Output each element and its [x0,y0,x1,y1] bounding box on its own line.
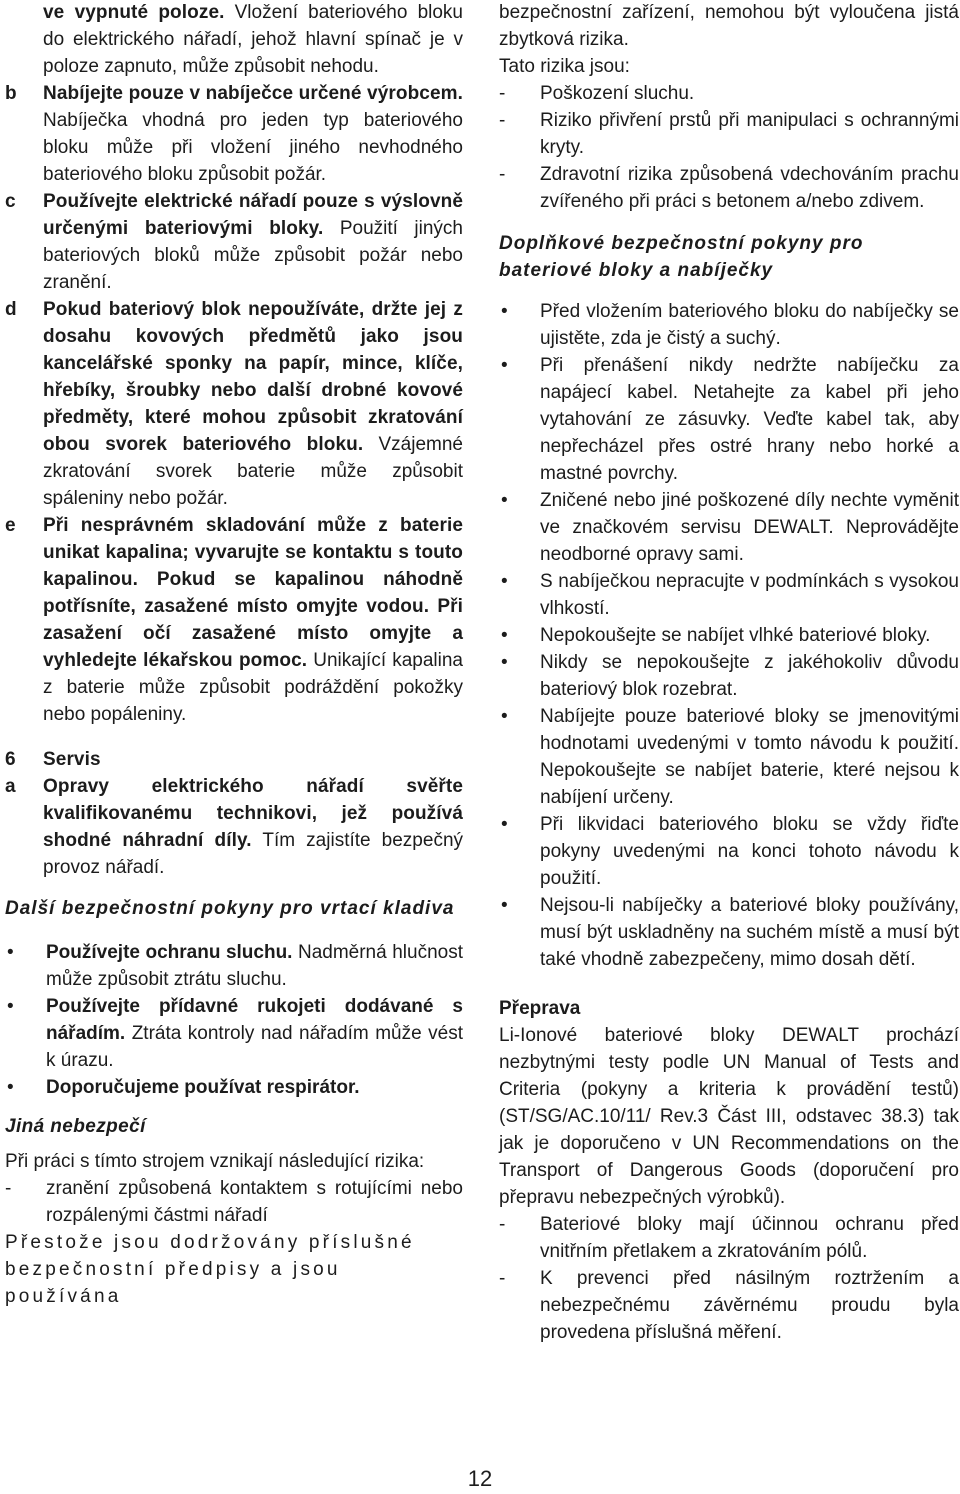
transport-dash-1-text: Bateriové bloky mají účinnou ochranu před vnitřním přetlakem a zkratováním pólů. [540,1214,959,1262]
risks-label: Tato rizika jsou: [499,56,630,77]
charger-bullet-3 [499,487,959,568]
item-c [5,188,463,296]
transport-dash-1 [499,1211,959,1265]
bullet-mark: • [501,571,508,592]
residual-risks-text: bezpečnostní zařízení, nemohou být vyloučena jistá zbytková rizika. [499,2,959,50]
bullet-mark: • [7,942,14,963]
bullet-mark: • [7,996,14,1017]
charger-bullet-5 [499,622,959,649]
heading-chargers: Doplňkové bezpečnostní pokyny pro bateriové bloky a nabíječky [499,233,864,281]
item-b-marker: b [5,83,17,104]
bullet-mark: • [501,895,508,916]
item-d-bold: Pokud bateriový blok nepoužíváte, držte jej z dosahu kovových předmětů jako jsou kancelářské sponky na papír, mince, klíče, hřebíky, šroubky nebo další drobné kovové předměty, které mohou způsobit zkratování obou svorek bateriového bloku. [43,299,463,455]
item-service-a-text: Tím zajistíte bezpečný provoz nářadí. [43,830,464,878]
item-a-continued [5,0,463,80]
dash-mark: - [499,164,506,185]
charger-bullet-9 [499,892,959,973]
other-risks-intro: Při práci s tímto strojem vznikají následující rizika: [5,1151,425,1172]
charger-bullet-1 [499,298,959,352]
charger-bullet-4 [499,568,959,622]
risk-hearing [499,80,959,107]
item-e-text: Unikající kapalina z baterie může způsobit podráždění pokožky nebo popáleniny. [43,650,463,725]
item-d-text: Vzájemné zkratování svorek baterie může způsobit spáleniny nebo požár. [43,434,463,509]
page-number: 12 [467,1466,493,1491]
bullet-handles [5,993,463,1074]
item-c-bold: Používejte elektrické nářadí pouze s výslovně určenými bateriovými bloky. [43,191,463,239]
item-d [5,296,463,512]
charger-bullet-8 [499,811,959,892]
dash-injury-text: zranění způsobená kontaktem s rotujícími nebo rozpálenými částmi nářadí [46,1178,463,1226]
item-c-text: Použití jiných bateriových bloků může způsobit požár nebo zranění. [43,218,463,293]
item-b-text: Nabíječka vhodná pro jeden typ bateriového bloku může při vložení jiného nevhodného bateriového bloku způsobit požár. [43,110,463,185]
intro-bold: ve vypnuté poloze. [43,2,225,23]
dash-mark: - [5,1178,12,1199]
section-6-marker: 6 [5,749,16,770]
transport-dash-2-text: K prevenci před násilným roztržením a nebezpečnému závěrnému proudu byla provedena příslušná měření. [540,1268,959,1343]
transport-text: Li-Ionové bateriové bloky DEWALT prochází nezbytnými testy podle UN Manual of Tests and Criteria (pokyny a kriteria k provádění testů) (ST/SG/AC.10/11/ Rev.3 Část III, odstavec 38.3) tak jak je doporučeno v UN Recommendations on the Transport of Dangerous Goods (doporučení pro přepravu nebezpečných výrobků). [499,1025,959,1208]
risk-dust-text: Zdravotní rizika způsobená vdechováním prachu zvířeného při práci s betonem a/nebo zdivem. [540,164,959,212]
item-d-marker: d [5,299,17,320]
charger-bullet-9-text: Nejsou-li nabíječky a bateriové bloky používány, musí být uskladněny na suchém místě a musí být také vhodně zabezpečeny, mimo dosah dětí. [540,895,959,970]
charger-bullet-2 [499,352,959,487]
item-c-marker: c [5,191,16,212]
risk-dust [499,161,959,215]
item-service-a [5,773,463,881]
other-risks-tail: Přestože jsou dodržovány příslušné bezpečnostní předpisy a jsou používána [5,1232,415,1307]
charger-bullet-7-text: Nabíjejte pouze bateriové bloky se jmenovitými hodnotami uvedenými v tomto návodu k použití. Nepokoušejte se nabíjet baterie, které nejsou k nabíjení určeny. [540,706,959,808]
left-column [5,0,463,1310]
dash-mark: - [499,1268,506,1289]
item-b [5,80,463,188]
charger-bullet-8-text: Při likvidaci bateriového bloku se vždy řiďte pokyny uvedenými na konci tohoto návodu k použití. [540,814,959,889]
transport-dash-2 [499,1265,959,1346]
bullet-mark: • [501,814,508,835]
bullet-respirator-bold: Doporučujeme používat respirátor. [46,1077,360,1098]
dash-mark: - [499,1214,506,1235]
charger-bullet-5-text: Nepokoušejte se nabíjet vlhké bateriové bloky. [540,625,931,646]
heading-other-risks: Jiná nebezpečí [5,1116,146,1137]
risk-fingers [499,107,959,161]
charger-bullet-3-text: Zničené nebo jiné poškozené díly nechte vyměnit ve značkovém servisu DEWALT. Neprovádějte neodborné opravy sami. [540,490,959,565]
charger-bullet-7 [499,703,959,811]
charger-bullet-4-text: S nabíječkou nepracujte v podmínkách s vysokou vlhkostí. [540,571,959,619]
risk-fingers-text: Riziko přivření prstů při manipulaci s ochrannými kryty. [540,110,959,158]
risk-hearing-text: Poškození sluchu. [540,83,695,104]
dash-mark: - [499,110,506,131]
intro-text: Vložení bateriového bloku do elektrického nářadí, jehož hlavní spínač je v poloze zapnuto, může způsobit nehodu. [43,2,463,77]
section-6-title: Servis [43,749,101,770]
section-6-heading [5,746,463,773]
bullet-mark: • [501,625,508,646]
bullet-hearing [5,939,463,993]
item-service-a-bold: Opravy elektrického nářadí svěřte kvalifikovanému technikovi, jež používá shodné náhradní díly. [43,776,463,851]
bullet-mark: • [501,652,508,673]
heading-drills: Další bezpečnostní pokyny pro vrtací kladiva [5,898,455,919]
dash-mark: - [499,83,506,104]
bullet-mark: • [501,301,508,322]
charger-bullet-1-text: Před vložením bateriového bloku do nabíječky se ujistěte, zda je čistý a suchý. [540,301,959,349]
item-e-marker: e [5,515,16,536]
bullet-mark: • [501,706,508,727]
item-e [5,512,463,728]
charger-bullet-2-text: Při přenášení nikdy nedržte nabíječku za napájecí kabel. Netahejte za kabel při jeho vytahování ze zásuvky. Veďte kabel tak, aby nepřecházel přes ostré hrany nebo horké a mastné povrchy. [540,355,959,484]
bullet-mark: • [7,1077,14,1098]
bullet-mark: • [501,355,508,376]
right-column [499,0,959,1346]
item-service-a-marker: a [5,776,16,797]
bullet-hearing-text: Nadměrná hlučnost může způsobit ztrátu sluchu. [46,942,463,990]
bullet-respirator [5,1074,463,1101]
charger-bullet-6-text: Nikdy se nepokoušejte z jakéhokoliv důvodu bateriový blok rozebrat. [540,652,959,700]
bullet-handles-text: Ztráta kontroly nad nářadím může vést k úrazu. [46,1023,463,1071]
dash-injury [5,1175,463,1229]
item-e-bold: Při nesprávném skladování může z baterie unikat kapalina; vyvarujte se kontaktu s touto kapalinou. Pokud se kapalinou náhodně potřísníte, zasažené místo omyjte vodou. Při zasažení očí zasažené místo omyjte a vyhledejte lékařskou pomoc. [43,515,463,671]
bullet-hearing-bold: Používejte ochranu sluchu. [46,942,293,963]
bullet-handles-bold: Používejte přídavné rukojeti dodávané s nářadím. [46,996,463,1044]
bullet-mark: • [501,490,508,511]
heading-transport: Přeprava [499,998,581,1019]
item-b-bold: Nabíjejte pouze v nabíječce určené výrobcem. [43,83,463,104]
charger-bullet-6 [499,649,959,703]
